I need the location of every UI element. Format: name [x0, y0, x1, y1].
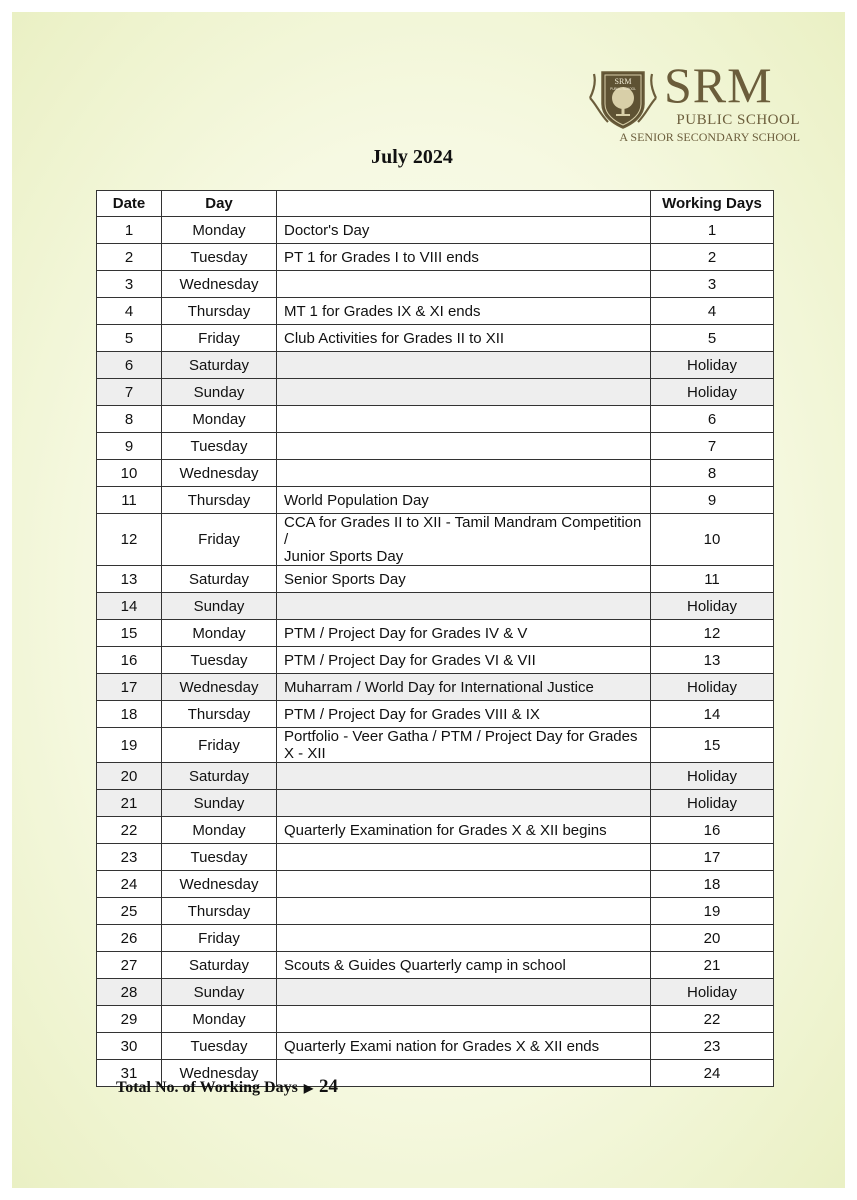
- school-crest-icon: [586, 64, 660, 132]
- event-cell: [277, 790, 651, 817]
- event-cell: Senior Sports Day: [277, 566, 651, 593]
- total-label: Total No. of Working Days: [116, 1079, 298, 1096]
- day-cell: Wednesday: [162, 871, 277, 898]
- table-row: [97, 325, 774, 352]
- date-cell: 22: [97, 817, 162, 844]
- working-days-cell: 22: [651, 1006, 774, 1033]
- svg-text:SRM: SRM: [614, 77, 632, 86]
- event-cell: [277, 514, 651, 566]
- day-cell: Thursday: [162, 487, 277, 514]
- working-days-cell: Holiday: [651, 763, 774, 790]
- table-row: [97, 620, 774, 647]
- table-row: [97, 352, 774, 379]
- day-cell: Tuesday: [162, 1033, 277, 1060]
- date-cell: 21: [97, 790, 162, 817]
- event-cell: [277, 763, 651, 790]
- date-cell: 24: [97, 871, 162, 898]
- event-cell: PTM / Project Day for Grades IV & V: [277, 620, 651, 647]
- table-row: [97, 647, 774, 674]
- date-cell: 3: [97, 271, 162, 298]
- table-row: [97, 433, 774, 460]
- working-days-cell: 11: [651, 566, 774, 593]
- event-line: Junior Sports Day: [284, 548, 404, 565]
- date-cell: 27: [97, 952, 162, 979]
- date-cell: 15: [97, 620, 162, 647]
- table-row: [97, 817, 774, 844]
- working-days-cell: 16: [651, 817, 774, 844]
- date-cell: 10: [97, 460, 162, 487]
- working-days-cell: 6: [651, 406, 774, 433]
- day-cell: Friday: [162, 325, 277, 352]
- day-cell: Monday: [162, 1006, 277, 1033]
- day-cell: Monday: [162, 620, 277, 647]
- svg-text:PUBLIC SCHOOL: PUBLIC SCHOOL: [610, 87, 636, 91]
- working-days-cell: 12: [651, 620, 774, 647]
- event-cell: Scouts & Guides Quarterly camp in school: [277, 952, 651, 979]
- date-cell: 6: [97, 352, 162, 379]
- month-title: July 2024: [371, 146, 453, 168]
- working-days-cell: 2: [651, 244, 774, 271]
- working-days-cell: Holiday: [651, 593, 774, 620]
- date-cell: 1: [97, 217, 162, 244]
- date-cell: 9: [97, 433, 162, 460]
- date-cell: 2: [97, 244, 162, 271]
- event-cell: MT 1 for Grades IX & XI ends: [277, 298, 651, 325]
- day-cell: Tuesday: [162, 647, 277, 674]
- triangle-right-icon: ▶: [303, 1081, 314, 1095]
- working-days-cell: 23: [651, 1033, 774, 1060]
- date-cell: 26: [97, 925, 162, 952]
- date-cell: 23: [97, 844, 162, 871]
- brand-name: SRM: [664, 57, 773, 113]
- working-days-cell: 9: [651, 487, 774, 514]
- table-row: [97, 790, 774, 817]
- day-cell: Tuesday: [162, 844, 277, 871]
- day-cell: Wednesday: [162, 1060, 277, 1087]
- total-working-days: [116, 1076, 338, 1098]
- event-cell: [277, 844, 651, 871]
- event-cell: Quarterly Exami nation for Grades X & XII ends: [277, 1033, 651, 1060]
- working-days-cell: Holiday: [651, 379, 774, 406]
- working-days-cell: 10: [651, 514, 774, 566]
- event-cell: Club Activities for Grades II to XII: [277, 325, 651, 352]
- table-row: [97, 217, 774, 244]
- table-row: [97, 244, 774, 271]
- day-cell: Friday: [162, 514, 277, 566]
- event-cell: [277, 979, 651, 1006]
- day-cell: Friday: [162, 728, 277, 763]
- day-cell: Monday: [162, 217, 277, 244]
- event-cell: [277, 271, 651, 298]
- event-cell: Muharram / World Day for International Justice: [277, 674, 651, 701]
- brand-tagline: A SENIOR SECONDARY SCHOOL: [619, 130, 800, 144]
- working-days-cell: 15: [651, 728, 774, 763]
- date-cell: 14: [97, 593, 162, 620]
- event-cell: PTM / Project Day for Grades VI & VII: [277, 647, 651, 674]
- table-row: [97, 514, 774, 566]
- date-cell: 19: [97, 728, 162, 763]
- table-row: [97, 728, 774, 763]
- calendar-table: [96, 190, 774, 1087]
- working-days-cell: 7: [651, 433, 774, 460]
- event-cell: [277, 898, 651, 925]
- date-cell: 30: [97, 1033, 162, 1060]
- working-days-cell: 1: [651, 217, 774, 244]
- working-days-cell: 17: [651, 844, 774, 871]
- date-cell: 17: [97, 674, 162, 701]
- working-days-cell: 5: [651, 325, 774, 352]
- working-days-cell: 8: [651, 460, 774, 487]
- working-days-cell: 3: [651, 271, 774, 298]
- working-days-cell: Holiday: [651, 979, 774, 1006]
- column-header-event: [277, 191, 651, 217]
- date-cell: 18: [97, 701, 162, 728]
- table-row: [97, 379, 774, 406]
- day-cell: Wednesday: [162, 271, 277, 298]
- day-cell: Sunday: [162, 979, 277, 1006]
- table-row: [97, 460, 774, 487]
- table-row: [97, 1033, 774, 1060]
- event-cell: Portfolio - Veer Gatha / PTM / Project Day for Grades X - XII: [277, 728, 651, 763]
- event-line: CCA for Grades II to XII - Tamil Mandram Competition /: [284, 514, 642, 548]
- table-row: [97, 701, 774, 728]
- event-cell: [277, 1006, 651, 1033]
- event-cell: [277, 352, 651, 379]
- working-days-cell: Holiday: [651, 790, 774, 817]
- day-cell: Monday: [162, 406, 277, 433]
- table-row: [97, 674, 774, 701]
- date-cell: 7: [97, 379, 162, 406]
- column-header-day: Day: [162, 191, 277, 217]
- table-row: [97, 406, 774, 433]
- date-cell: 29: [97, 1006, 162, 1033]
- working-days-cell: Holiday: [651, 674, 774, 701]
- table-row: [97, 566, 774, 593]
- day-cell: Wednesday: [162, 674, 277, 701]
- working-days-cell: 18: [651, 871, 774, 898]
- event-cell: [277, 593, 651, 620]
- date-cell: 13: [97, 566, 162, 593]
- date-cell: 12: [97, 514, 162, 566]
- day-cell: Wednesday: [162, 460, 277, 487]
- table-row: [97, 871, 774, 898]
- event-cell: World Population Day: [277, 487, 651, 514]
- event-cell: [277, 433, 651, 460]
- event-cell: Doctor's Day: [277, 217, 651, 244]
- day-cell: Tuesday: [162, 433, 277, 460]
- day-cell: Thursday: [162, 298, 277, 325]
- calendar-page: [12, 12, 845, 1188]
- date-cell: 16: [97, 647, 162, 674]
- table-row: [97, 763, 774, 790]
- date-cell: 25: [97, 898, 162, 925]
- working-days-cell: 24: [651, 1060, 774, 1087]
- working-days-cell: 19: [651, 898, 774, 925]
- day-cell: Saturday: [162, 352, 277, 379]
- table-row: [97, 979, 774, 1006]
- day-cell: Sunday: [162, 593, 277, 620]
- table-header-row: [97, 191, 774, 217]
- day-cell: Friday: [162, 925, 277, 952]
- table-row: [97, 844, 774, 871]
- working-days-cell: 4: [651, 298, 774, 325]
- event-cell: PTM / Project Day for Grades VIII & IX: [277, 701, 651, 728]
- date-cell: 5: [97, 325, 162, 352]
- date-cell: 8: [97, 406, 162, 433]
- date-cell: 31: [97, 1060, 162, 1087]
- table-row: [97, 593, 774, 620]
- date-cell: 28: [97, 979, 162, 1006]
- brand-subtitle: PUBLIC SCHOOL: [676, 112, 800, 128]
- table-row: [97, 898, 774, 925]
- date-cell: 4: [97, 298, 162, 325]
- working-days-cell: 13: [651, 647, 774, 674]
- column-header-working-days: Working Days: [651, 191, 774, 217]
- total-value: 24: [319, 1076, 339, 1097]
- working-days-cell: Holiday: [651, 352, 774, 379]
- event-cell: [277, 406, 651, 433]
- event-cell: PT 1 for Grades I to VIII ends: [277, 244, 651, 271]
- day-cell: Tuesday: [162, 244, 277, 271]
- day-cell: Sunday: [162, 379, 277, 406]
- table-row: [97, 298, 774, 325]
- working-days-cell: 20: [651, 925, 774, 952]
- day-cell: Saturday: [162, 763, 277, 790]
- table-row: [97, 271, 774, 298]
- working-days-cell: 21: [651, 952, 774, 979]
- day-cell: Saturday: [162, 566, 277, 593]
- table-row: [97, 487, 774, 514]
- event-cell: Quarterly Examination for Grades X & XII begins: [277, 817, 651, 844]
- column-header-date: Date: [97, 191, 162, 217]
- table-row: [97, 925, 774, 952]
- school-logo: [586, 57, 806, 148]
- event-cell: [277, 460, 651, 487]
- day-cell: Monday: [162, 817, 277, 844]
- date-cell: 11: [97, 487, 162, 514]
- day-cell: Sunday: [162, 790, 277, 817]
- table-row: [97, 952, 774, 979]
- event-cell: [277, 379, 651, 406]
- day-cell: Thursday: [162, 701, 277, 728]
- event-cell: [277, 925, 651, 952]
- day-cell: Saturday: [162, 952, 277, 979]
- table-row: [97, 1006, 774, 1033]
- working-days-cell: 14: [651, 701, 774, 728]
- date-cell: 20: [97, 763, 162, 790]
- event-cell: [277, 871, 651, 898]
- day-cell: Thursday: [162, 898, 277, 925]
